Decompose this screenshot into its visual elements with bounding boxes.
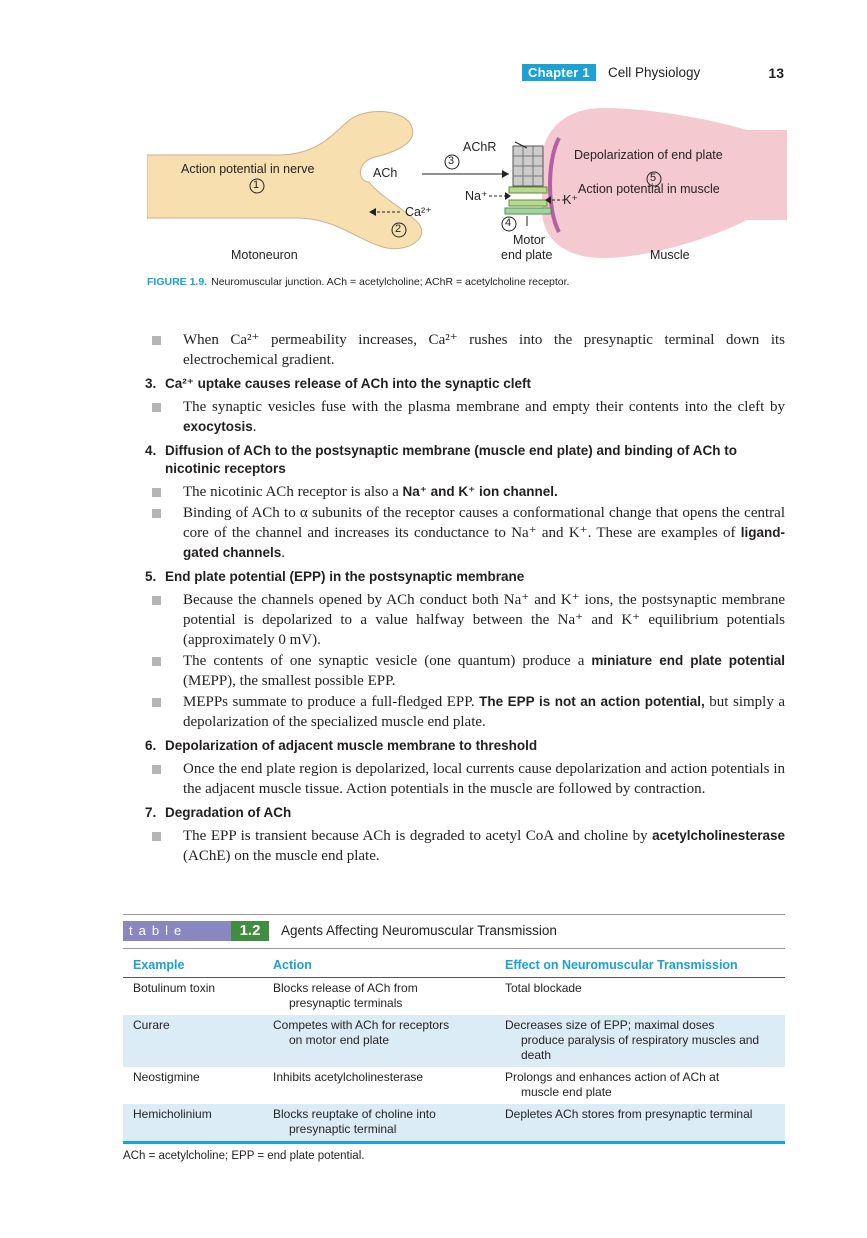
- bullet-mepp-end: (MEPP), the smallest possible EPP.: [183, 673, 396, 689]
- label-motoneuron: Motoneuron: [231, 248, 298, 262]
- caption-text: Neuromuscular junction. ACh = acetylcholine; AChR = acetylcholine receptor.: [211, 276, 570, 288]
- heading-4-text: Diffusion of ACh to the postsynaptic membrane (muscle end plate) and binding of ACh to nicotinic receptors: [165, 443, 738, 476]
- cell-effect: [495, 1015, 785, 1067]
- heading-7-text: Degradation of ACh: [165, 805, 292, 820]
- table-row: [123, 978, 785, 1016]
- bullet-binding-end: .: [281, 545, 286, 561]
- motoneuron-shape: [147, 112, 422, 249]
- ion-channel-bottom: [509, 200, 547, 206]
- cell-effect-line2: produce paralysis of respiratory muscles and death: [521, 1033, 760, 1062]
- heading-4-number: 4.: [145, 443, 157, 458]
- cell-effect-line1: Depletes ACh stores from presynaptic terminal: [505, 1107, 753, 1121]
- label-step-5: 5: [650, 172, 657, 184]
- heading-6-text: Depolarization of adjacent muscle membrane to threshold: [165, 738, 538, 753]
- page-number: 13: [768, 65, 784, 81]
- label-ach: ACh: [373, 166, 398, 180]
- label-na: Na⁺: [465, 189, 488, 203]
- label-action-potential-nerve: Action potential in nerve: [181, 162, 315, 176]
- bullet-epp-transient: [143, 826, 785, 866]
- cell-action: [263, 1104, 495, 1143]
- heading-5: [143, 568, 785, 586]
- heading-4: [143, 442, 785, 478]
- bullet-mepp: [143, 651, 785, 691]
- bullet-depolarized: Once the end plate region is depolarized, local currents cause depolarization and action potentials in the adjacent muscle tissue. Action potentials in the muscle are followed by contraction.: [143, 759, 785, 799]
- bullet-summate-end: but simply a depolarization of the specialized muscle end plate.: [183, 694, 785, 730]
- chapter-title: Cell Physiology: [608, 65, 701, 80]
- label-ca: Ca²⁺: [405, 205, 432, 219]
- bullet-binding-ach: [143, 503, 785, 563]
- motor-end-plate: [505, 208, 551, 214]
- cell-effect-line1: Prolongs and enhances action of ACh at: [505, 1070, 720, 1084]
- term-epp-not-ap: The EPP is not an action potential,: [479, 694, 705, 709]
- cell-action: [263, 1015, 495, 1067]
- label-k: K⁺: [563, 193, 578, 207]
- col-example-header: Example: [133, 958, 185, 972]
- table-label: [123, 921, 785, 947]
- term-mepp: miniature end plate potential: [591, 653, 786, 668]
- label-achr: AChR: [463, 140, 497, 154]
- cell-effect: [495, 1104, 785, 1143]
- bullet-nicotinic-text: The nicotinic ACh receptor is also a: [183, 484, 403, 500]
- bullet-mepp-text: The contents of one synaptic vesicle (one quantum) produce a: [183, 653, 592, 669]
- heading-7: [143, 804, 785, 822]
- label-depolarization: Depolarization of end plate: [574, 148, 723, 162]
- table-footnote: ACh = acetylcholine; EPP = end plate potential.: [123, 1150, 365, 1162]
- ion-channel-top: [509, 187, 547, 193]
- term-exocytosis: exocytosis: [183, 419, 253, 434]
- heading-7-number: 7.: [145, 805, 157, 820]
- cell-action-line2: on motor end plate: [289, 1033, 390, 1047]
- table-label-word: table: [123, 921, 231, 941]
- label-action-potential-muscle: Action potential in muscle: [578, 182, 720, 196]
- cell-action: [263, 1067, 495, 1104]
- bullet-transient-end: (AChE) on the muscle end plate.: [183, 848, 380, 864]
- cell-effect-line1: Decreases size of EPP; maximal doses: [505, 1018, 715, 1032]
- label-muscle: Muscle: [650, 248, 690, 262]
- cell-effect: [495, 1067, 785, 1104]
- bullet-exocytosis-end: .: [252, 419, 257, 435]
- label-step-2: 2: [395, 223, 402, 235]
- cell-action-line1: Blocks release of ACh from: [273, 981, 418, 995]
- bullet-summate-text: MEPPs summate to produce a full-fledged EPP.: [183, 694, 480, 710]
- term-ache: acetylcholinesterase: [652, 828, 785, 843]
- label-step-3: 3: [448, 155, 455, 167]
- running-header: [522, 62, 784, 82]
- cell-effect-line1: Total blockade: [505, 981, 582, 995]
- cell-example: Hemicholinium: [123, 1104, 263, 1143]
- table-row: [123, 1067, 785, 1104]
- cell-example: Curare: [123, 1015, 263, 1067]
- cell-action-line2: presynaptic terminal: [289, 1122, 397, 1136]
- figure-id: FIGURE 1.9.: [147, 276, 208, 288]
- bullet-channels-conduct: Because the channels opened by ACh conduct both Na⁺ and K⁺ ions, the postsynaptic membrane potential is depolarized to a value halfway between the Na⁺ and K⁺ equilibrium potentials (approximately 0 mV).: [143, 590, 785, 650]
- table-header-row: [123, 949, 785, 978]
- cell-action-line2: presynaptic terminals: [289, 996, 403, 1010]
- label-end-plate: end plate: [501, 248, 553, 262]
- heading-3-text: Ca²⁺ uptake causes release of ACh into the synaptic cleft: [165, 376, 531, 391]
- heading-5-text: End plate potential (EPP) in the postsynaptic membrane: [165, 569, 525, 584]
- bullet-binding-text: Binding of ACh to α subunits of the receptor causes a conformational change that opens the central core of the channel and increases its conductance to Na⁺ and K⁺. These are examples of: [183, 505, 785, 541]
- table-row: [123, 1104, 785, 1143]
- term-ion-channel: Na⁺ and K⁺ ion channel.: [402, 484, 558, 499]
- cell-example: Botulinum toxin: [133, 981, 216, 995]
- table-1-2: [123, 914, 785, 1162]
- bullet-nicotinic-receptor: [143, 482, 785, 502]
- heading-6-number: 6.: [145, 738, 157, 753]
- bullet-transient-text: The EPP is transient because ACh is degraded to acetyl CoA and choline by: [183, 828, 653, 844]
- table-top-rule: [123, 914, 785, 915]
- heading-3: [143, 375, 785, 393]
- label-step-4: 4: [505, 217, 512, 229]
- cell-effect-line2: muscle end plate: [521, 1085, 612, 1099]
- cell-effect: [495, 978, 785, 1016]
- bullet-ca-permeability: When Ca²⁺ permeability increases, Ca²⁺ rushes into the presynaptic terminal down its electrochemical gradient.: [143, 330, 785, 370]
- label-step-1: 1: [253, 179, 260, 191]
- label-motor: Motor: [513, 233, 545, 247]
- cell-action-line1: Inhibits acetylcholinesterase: [273, 1070, 424, 1084]
- cell-action-line1: Competes with ACh for receptors: [273, 1018, 450, 1032]
- heading-3-number: 3.: [145, 376, 157, 391]
- chapter-tag: Chapter 1: [522, 64, 596, 81]
- cell-action: [263, 978, 495, 1016]
- bullet-mepps-summate: [143, 692, 785, 732]
- agents-table: [123, 949, 785, 1144]
- heading-6: [143, 737, 785, 755]
- table-label-number: 1.2: [231, 921, 269, 941]
- col-effect-header: Effect on Neuromuscular Transmission: [505, 958, 738, 972]
- cell-action-line1: Blocks reuptake of choline into: [273, 1107, 436, 1121]
- bullet-exocytosis-text: The synaptic vesicles fuse with the plasma membrane and empty their contents into the cleft by: [183, 399, 785, 415]
- table-title: Agents Affecting Neuromuscular Transmission: [281, 923, 557, 938]
- body-text: [143, 330, 785, 867]
- figure-caption: [147, 276, 569, 288]
- cell-example: Neostigmine: [133, 1070, 200, 1084]
- term-ligand-gated: ligand-gated channels: [183, 525, 785, 560]
- heading-5-number: 5.: [145, 569, 157, 584]
- bullet-exocytosis: [143, 397, 785, 437]
- neuromuscular-junction-figure: [147, 100, 787, 270]
- table-row: [123, 1015, 785, 1067]
- col-action-header: Action: [273, 958, 312, 972]
